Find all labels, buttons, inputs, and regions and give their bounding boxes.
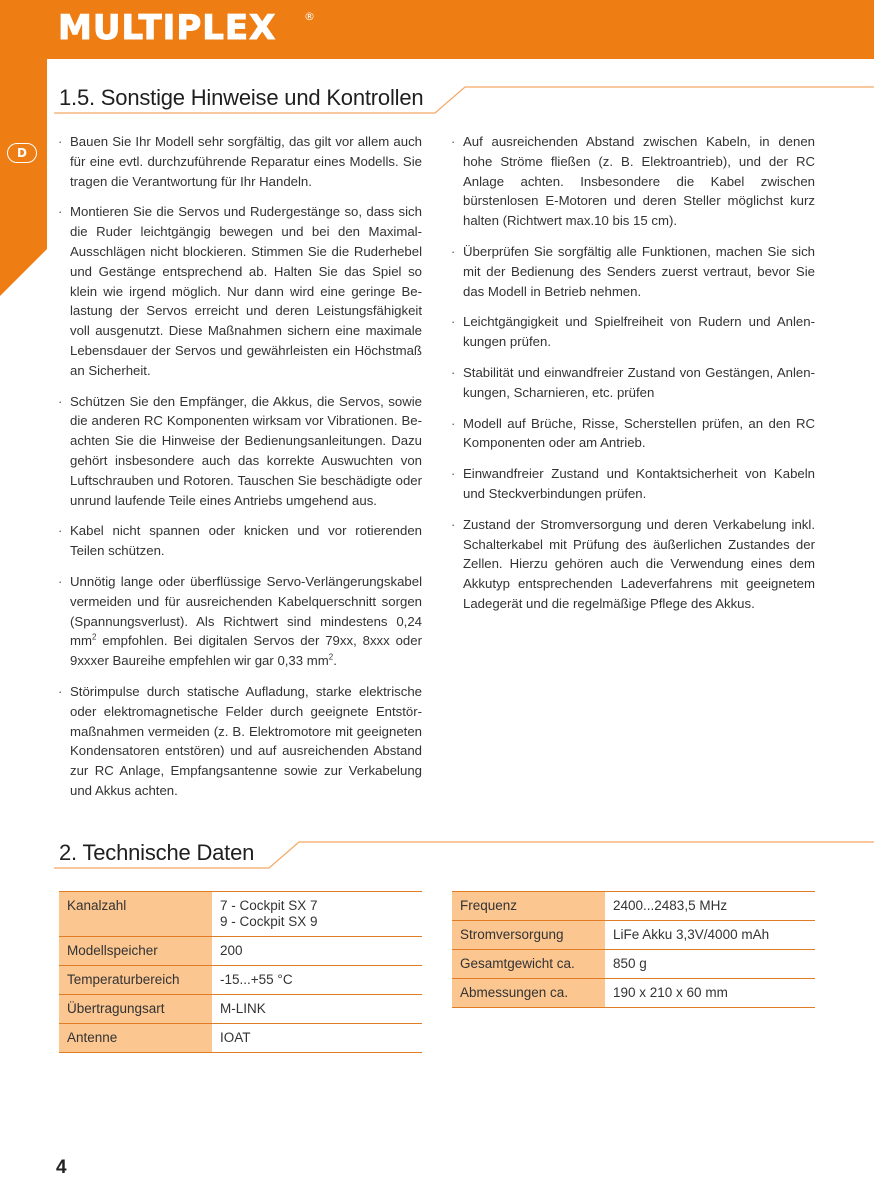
spec-table-right	[452, 891, 815, 1008]
section-heading-hinweise: 1.5. Sonstige Hinweise und Kontrollen	[59, 85, 424, 110]
table-row	[59, 995, 422, 1024]
superscript: 2	[328, 652, 334, 662]
spec-key: Stromversorgung	[452, 921, 605, 950]
heading-underline	[54, 841, 874, 871]
spec-key: Antenne	[59, 1024, 212, 1053]
spec-value: 190 x 210 x 60 mm	[605, 979, 815, 1008]
spec-key: Kanalzahl	[59, 892, 212, 937]
page-number: 4	[56, 1157, 67, 1178]
list-item: · Überprüfen Sie sorgfältig alle Funktionen, machen Sie sich mit der Bedienung des Senders zuerst vertraut, bevor Sie das Modell in Betrieb nehmen.	[452, 242, 815, 301]
table-row	[59, 892, 422, 937]
spec-key: Modellspeicher	[59, 937, 212, 966]
heading-underline	[54, 86, 874, 116]
left-column	[59, 132, 422, 812]
header-bar	[0, 0, 874, 59]
list-item: · Kabel nicht spannen oder knicken und vor rotierenden Teilen schützen.	[59, 521, 422, 561]
table-row	[452, 921, 815, 950]
spec-value: 2400...2483,5 MHz	[605, 892, 815, 921]
spec-key: Frequenz	[452, 892, 605, 921]
spec-value	[212, 892, 422, 937]
list-item: · Schützen Sie den Empfänger, die Akkus, die Servos, sowie die anderen RC Komponenten wirksam vor Vibrationen. Be-achten Sie die Hinweise der Bedienungsanleitungen. Dazu gehört insbesondere auch das korrekte Auswuchten von Luftschrauben und Rotoren. Tauschen Sie beschädigte oder unrund laufende Teile eines Antriebs umgehend aus.	[59, 392, 422, 511]
item-text: empfohlen. Bei digitalen Servos der 79xx, 8xxx oder 9xxxer Baureihe empfehlen wir gar 0,33 mm	[70, 633, 422, 669]
list-item: · Bauen Sie Ihr Modell sehr sorgfältig, das gilt vor allem auch für eine evtl. durchzuführende Reparatur eines Modells. Sie tragen die Verantwortung für Ihr Handeln.	[59, 132, 422, 191]
spec-table-left	[59, 891, 422, 1053]
section-heading-technische-daten: 2. Technische Daten	[59, 840, 255, 865]
list-item: · Montieren Sie die Servos und Rudergestänge so, dass sich die Ruder leichtgängig bewegen und bei den Maximal-Ausschlägen nicht blockieren. Stimmen Sie die Ruderhebel und Gestänge entsprechend ab. Halten Sie das Spiel so klein wie irgend möglich. Nur dann wird eine geringe Be-lastung der Servos erreicht und deren Leistungsfähigkeit voll ausgenutzt. Diese Maßnahmen sichern eine maximale Lebensdauer der Servos und gewährleisten ein Höchstmaß an Sicherheit.	[59, 202, 422, 380]
list-item: · Auf ausreichenden Abstand zwischen Kabeln, in denen hohe Ströme fließen (z. B. Elektroantrieb), und der RC Anlage achten. Insbesondere die Kabel zwischen bürstenlosen E-Motoren und deren Steller möglichst kurz halten (Richtwert max.10 bis 15 cm).	[452, 132, 815, 231]
list-item: · Stabilität und einwandfreier Zustand von Gestängen, Anlen-kungen, Scharnieren, etc. prüfen	[452, 363, 815, 403]
superscript: 2	[91, 632, 97, 642]
list-item: · Störimpulse durch statische Aufladung, starke elektrische oder elektromagnetische Felder durch geeignete Entstör-maßnahmen vermeiden (z. B. Elektromotore mit geeigneten Kondensatoren entstören) und auf ausreichenden Abstand zur RC Anlage, Empfangsantenne sowie zur Verkabelung und Akkus achten.	[59, 682, 422, 801]
registered-mark: ®	[304, 10, 315, 23]
language-tab[interactable]: D	[7, 143, 37, 163]
side-tab-shape	[0, 59, 60, 359]
spec-value: M-LINK	[212, 995, 422, 1024]
spec-value: -15...+55 °C	[212, 966, 422, 995]
spec-key: Übertragungsart	[59, 995, 212, 1024]
table-row	[59, 1024, 422, 1053]
spec-key: Gesamtgewicht ca.	[452, 950, 605, 979]
item-text: .	[333, 653, 337, 669]
table-row	[59, 966, 422, 995]
list-item	[59, 572, 422, 671]
item-text: Unnötig lange oder überflüssige Servo-Verlängerungskabel vermeiden und für ausreichenden Kabelquerschnitt sorgen (Spannungsverlust). Als Richtwert sind mindestens 0,24 mm	[70, 573, 422, 649]
list-item: · Zustand der Stromversorgung und deren Verkabelung inkl. Schalterkabel mit Prüfung des äußerlichen Zustandes der Zellen. Hierzu gehören auch die Verwendung eines dem Akkutyp entsprechenden Ladeverfahrens mit geeignetem Ladegerät und die regelmäßige Pflege des Akkus.	[452, 515, 815, 614]
spec-value: 200	[212, 937, 422, 966]
list-item: · Modell auf Brüche, Risse, Scherstellen prüfen, an den RC Komponenten oder am Antrieb.	[452, 414, 815, 454]
list-item: · Einwandfreier Zustand und Kontaktsicherheit von Kabeln und Steckverbindungen prüfen.	[452, 464, 815, 504]
brand-logo: MULTIPLEX	[58, 8, 277, 48]
spec-value-line: 7 - Cockpit SX 7	[220, 898, 318, 913]
spec-value: IOAT	[212, 1024, 422, 1053]
table-row	[59, 937, 422, 966]
table-row	[452, 979, 815, 1008]
right-column	[452, 132, 815, 625]
table-row	[452, 950, 815, 979]
list-item: · Leichtgängigkeit und Spielfreiheit von Rudern und Anlen-kungen prüfen.	[452, 312, 815, 352]
spec-key: Abmessungen ca.	[452, 979, 605, 1008]
spec-value: LiFe Akku 3,3V/4000 mAh	[605, 921, 815, 950]
table-row	[452, 892, 815, 921]
spec-value: 850 g	[605, 950, 815, 979]
spec-key: Temperaturbereich	[59, 966, 212, 995]
spec-value-line: 9 - Cockpit SX 9	[220, 914, 318, 929]
